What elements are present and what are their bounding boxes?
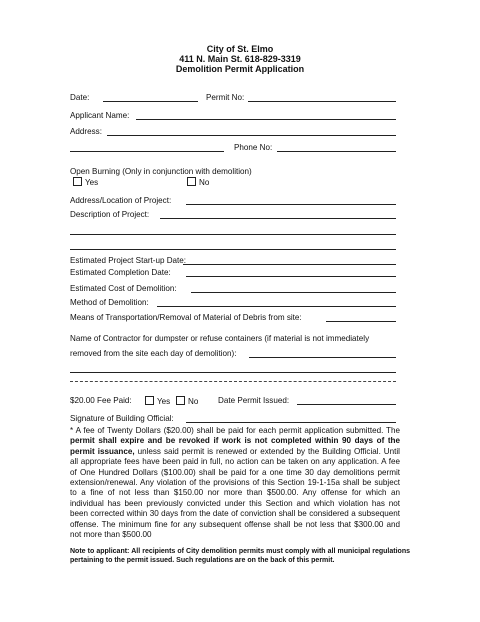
fee-paid-label: $20.00 Fee Paid: (70, 396, 132, 405)
completion-label: Estimated Completion Date: (70, 268, 171, 277)
city-address-phone: 411 N. Main St. 618-829-3319 (179, 54, 301, 64)
date-label: Date: (70, 93, 90, 102)
start-date-field[interactable] (183, 264, 396, 265)
open-burning-yes[interactable] (73, 177, 98, 188)
location-field[interactable] (186, 204, 396, 205)
permit-no-field[interactable] (248, 101, 396, 102)
start-date-label: Estimated Project Start-up Date: (70, 256, 187, 265)
description-line-3[interactable] (70, 249, 396, 250)
description-label: Description of Project: (70, 210, 150, 219)
fee-paragraph-part-1: * A fee of Twenty Dollars ($20.00) shall be paid for each permit application submitted. The (70, 426, 400, 435)
yes-label: Yes (85, 178, 99, 187)
fee-paragraph (70, 426, 400, 540)
contractor-field[interactable] (249, 357, 396, 358)
contractor-line-2[interactable] (70, 372, 396, 373)
signature-label: Signature of Building Official: (70, 414, 174, 423)
permit-no-label: Permit No: (206, 93, 245, 102)
section-divider (70, 381, 396, 382)
fee-paragraph-bold: permit shall expire and be revoked if work is not completed within 90 days of the permit issuance, (70, 436, 400, 456)
note-to-applicant: Note to applicant: All recipients of City demolition permits must comply with all municipal regulations pertaining to the permit issued. Such regulations are on the back of this permit. (70, 548, 410, 564)
no-label: No (199, 178, 210, 187)
address-label: Address: (70, 127, 102, 136)
fee-yes-label: Yes (157, 397, 171, 406)
address-line-2-field[interactable] (70, 151, 224, 152)
date-field[interactable] (103, 101, 198, 102)
location-label: Address/Location of Project: (70, 196, 172, 205)
applicant-field[interactable] (136, 119, 396, 120)
yes-checkbox[interactable] (73, 177, 82, 186)
transport-field[interactable] (326, 321, 396, 322)
date-issued-field[interactable] (297, 404, 396, 405)
form-title: Demolition Permit Application (175, 64, 305, 74)
no-checkbox[interactable] (187, 177, 196, 186)
contractor-label-line-1: Name of Contractor for dumpster or refuse containers (if material is not immediately (70, 334, 370, 343)
signature-field[interactable] (186, 422, 396, 423)
contractor-label-line-2: removed from the site each day of demolition): (70, 349, 237, 358)
open-burning-label: Open Burning (Only in conjunction with demolition) (70, 167, 252, 176)
cost-field[interactable] (191, 292, 396, 293)
cost-label: Estimated Cost of Demolition: (70, 284, 177, 293)
date-issued-label: Date Permit Issued: (218, 396, 290, 405)
transport-label: Means of Transportation/Removal of Material of Debris from site: (70, 313, 302, 322)
fee-paragraph-part-2: unless said permit is renewed or extended by the Building Official. Until all appropriate fees have been paid in full, no action can be taken on any application. A fee of One Hundred Dollars ($100.00) shall be paid for a one time 30 day demolitions permit extension/renewal. Any violation of the provisions of this Section 19-1-15a shall be subject to a fine of not less than $150.00 nor more than $500.00. Any offense for which an individual has been previously convicted under this Section and which violation has not been corrected within 30 days from the date of conviction shall be considered a subsequent offense. The minimum fine for any subsequent offense shall be not less that $300.00 and not more than $500.00 (70, 446, 400, 540)
fee-yes-checkbox[interactable] (145, 396, 154, 405)
description-field[interactable] (160, 218, 396, 219)
open-burning-no[interactable] (187, 177, 209, 188)
fee-paid-yes[interactable] (145, 396, 170, 407)
phone-field[interactable] (277, 151, 396, 152)
phone-label: Phone No: (234, 143, 273, 152)
fee-no-label: No (188, 397, 199, 406)
completion-field[interactable] (186, 276, 396, 277)
description-line-2[interactable] (70, 234, 396, 235)
method-field[interactable] (157, 306, 396, 307)
applicant-label: Applicant Name: (70, 111, 130, 120)
city-name: City of St. Elmo (206, 44, 274, 54)
method-label: Method of Demolition: (70, 298, 149, 307)
address-field[interactable] (107, 135, 396, 136)
fee-no-checkbox[interactable] (176, 396, 185, 405)
fee-paid-no[interactable] (176, 396, 198, 407)
